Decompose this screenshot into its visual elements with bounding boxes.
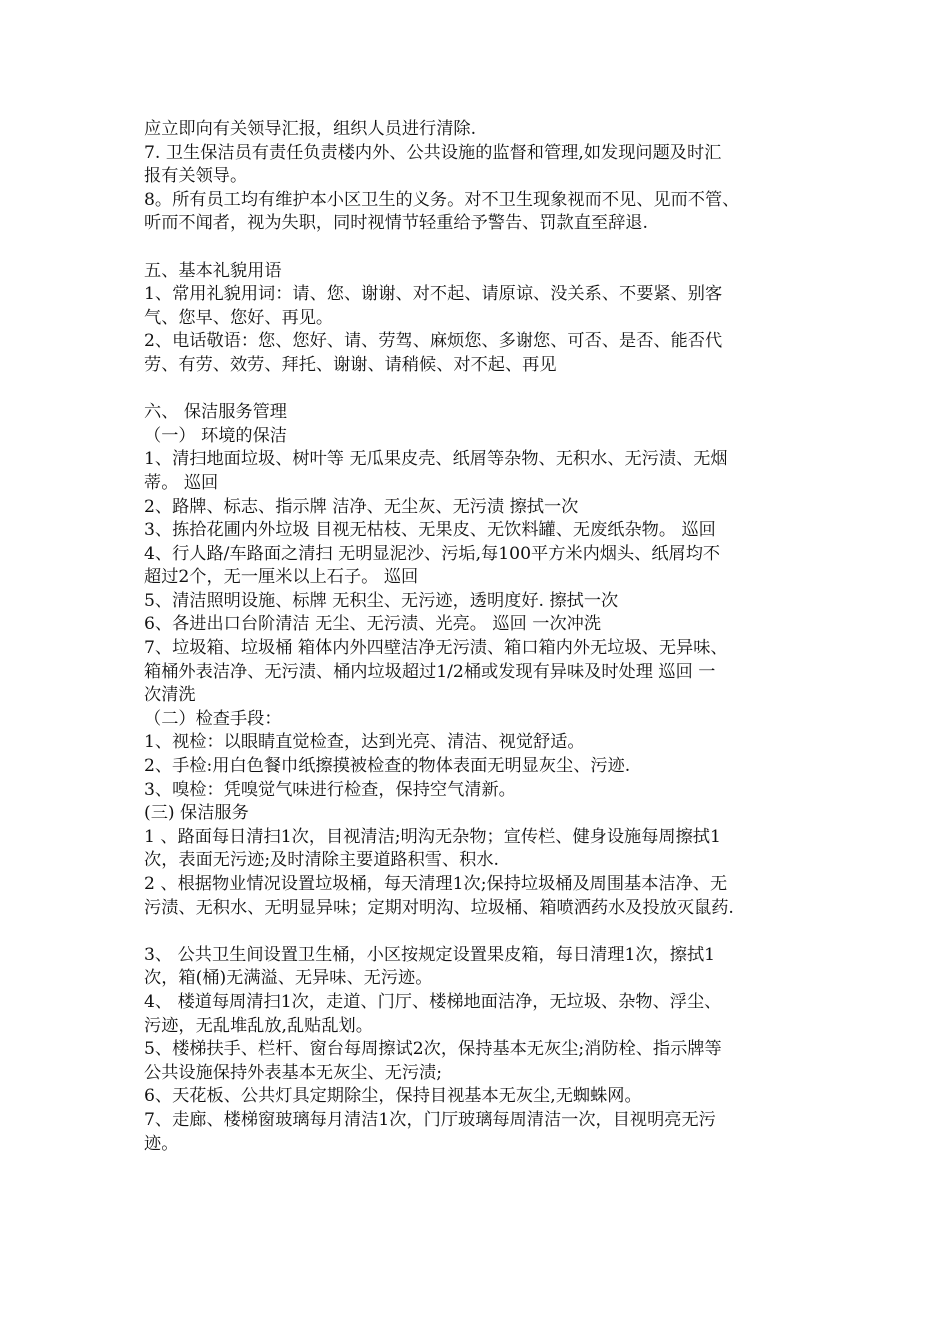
text-line: 次，表面无污迹;及时清除主要道路积雪、积水.: [144, 850, 500, 871]
text-line: 五、基本礼貌用语: [144, 260, 282, 281]
text-line: 超过2个，无一厘米以上石子。 巡回: [144, 567, 419, 588]
blank-line: [144, 378, 814, 402]
text-line: 六、 保洁服务管理: [144, 402, 287, 423]
text-line: 污渍、无积水、无明显异味；定期对明沟、垃圾桶、箱喷洒药水及投放灭鼠药.: [144, 897, 734, 918]
text-line: 气、您早、您好、再见。: [144, 307, 334, 328]
text-line: 6、天花板、公共灯具定期除尘，保持目视基本无灰尘,无蜘蛛网。: [144, 1086, 642, 1107]
text-line: 5、清洁照明设施、标牌 无积尘、无污迹，透明度好. 擦拭一次: [144, 590, 619, 611]
text-line: 迹。: [144, 1133, 179, 1154]
text-line: 应立即向有关领导汇报，组织人员进行清除.: [144, 119, 477, 139]
text-line: 6、各进出口台阶清洁 无尘、无污渍、光亮。 巡回 一次冲洗: [144, 614, 602, 635]
text-line: 1、常用礼貌用词：请、您、谢谢、对不起、请原谅、没关系、不要紧、别客: [144, 284, 723, 305]
document-body: [144, 118, 814, 1156]
text-line: 污迹，无乱堆乱放,乱贴乱划。: [144, 1015, 373, 1036]
text-line: 听而不闻者，视为失职，同时视情节轻重给予警告、罚款直至辞退.: [144, 213, 648, 234]
text-line: （一） 环境的保洁: [144, 425, 287, 446]
text-line: 劳、有劳、效劳、拜托、谢谢、请稍候、对不起、再见: [144, 354, 557, 375]
text-line: 2、手检:用白色餐巾纸擦摸被检查的物体表面无明显灰尘、污迹.: [144, 756, 631, 777]
text-line: 1、清扫地面垃圾、树叶等 无瓜果皮壳、纸屑等杂物、无积水、无污渍、无烟: [144, 449, 728, 470]
text-line: 次清洗: [144, 685, 196, 706]
blank-line: [144, 920, 814, 944]
text-line: 7、垃圾箱、垃圾桶 箱体内外四壁洁净无污渍、箱口箱内外无垃圾、无异味、: [144, 638, 728, 659]
text-line: 箱桶外表洁净、无污渍、桶内垃圾超过1/2桶或发现有异味及时处理 巡回 一: [144, 661, 716, 682]
text-line: 蒂。 巡回: [144, 472, 219, 493]
text-line: 3、 公共卫生间设置卫生桶，小区按规定设置果皮箱，每日清理1次，擦拭1: [144, 944, 716, 965]
text-line: 2 、根据物业情况设置垃圾桶，每天清理1次;保持垃圾桶及周围基本洁净、无: [144, 874, 728, 894]
text-line: 7. 卫生保洁员有责任负责楼内外、公共设施的监督和管理,如发现问题及时汇: [144, 142, 722, 163]
text-line: 公共设施保持外表基本无灰尘、无污渍;: [144, 1062, 442, 1083]
text-line: 4、 楼道每周清扫1次，走道、门厅、楼梯地面洁净，无垃圾、杂物、浮尘、: [144, 991, 722, 1012]
text-line: 1、视检：以眼睛直觉检查，达到光亮、清洁、视觉舒适。: [144, 732, 585, 753]
text-line: 次，箱(桶)无满溢、无异味、无污迹。: [144, 968, 433, 989]
text-line: 3、嗅检：凭嗅觉气味进行检查，保持空气清新。: [144, 779, 516, 800]
text-line: 2、电话敬语：您、您好、请、劳驾、麻烦您、多谢您、可否、是否、能否代: [144, 331, 723, 352]
blank-line: [144, 236, 814, 260]
text-line: 4、行人路/车路面之清扫 无明显泥沙、污垢,每100平方米内烟头、纸屑均不: [144, 543, 721, 564]
text-line: (三) 保洁服务: [144, 803, 249, 824]
text-line: 3、拣拾花圃内外垃圾 目视无枯枝、无果皮、无饮料罐、无废纸杂物。 巡回: [144, 520, 716, 541]
text-line: 5、楼梯扶手、栏杆、窗台每周擦试2次，保持基本无灰尘;消防栓、指示牌等: [144, 1039, 722, 1060]
text-line: 报有关领导。: [144, 166, 248, 187]
text-line: （二）检查手段：: [144, 708, 282, 729]
text-line: 7、走廊、楼梯窗玻璃每月清洁1次，门厅玻璃每周清洁一次，目视明亮无污: [144, 1109, 716, 1130]
text-line: 2、路牌、标志、指示牌 洁净、无尘灰、无污渍 擦拭一次: [144, 496, 579, 517]
text-line: 1 、路面每日清扫1次，目视清洁;明沟无杂物；宣传栏、健身设施每周擦拭1: [144, 826, 721, 847]
text-line: 8。所有员工均有维护本小区卫生的义务。对不卫生现象视而不见、见而不管、: [144, 189, 740, 210]
